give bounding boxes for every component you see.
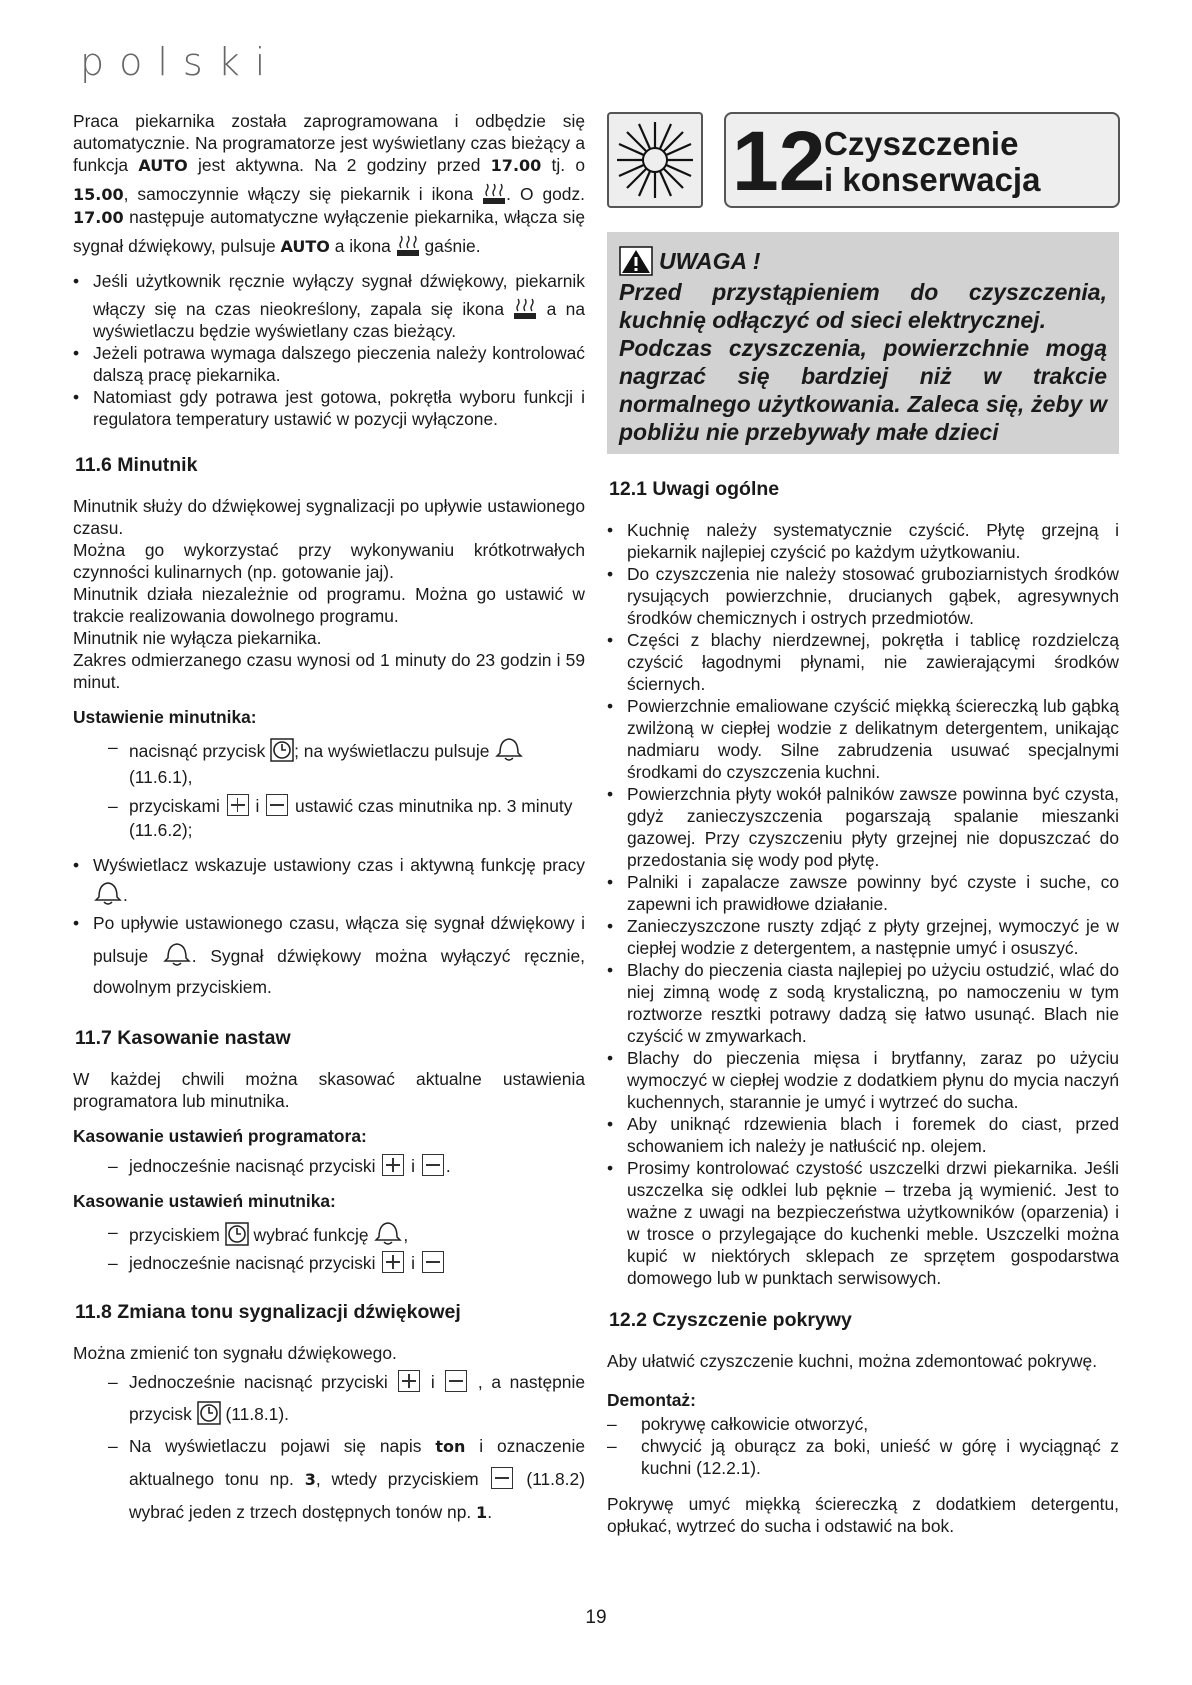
paragraph: Aby ułatwić czyszczenie kuchni, można zdemontować pokrywę. — [607, 1351, 1098, 1371]
list-item: • Palniki i zapalacze zawsze powinny być czyste i suche, co zapewni ich prawidłowe działanie. — [607, 871, 1119, 915]
minus-button-icon — [266, 794, 288, 816]
intro-text: tj. o — [541, 155, 586, 175]
paragraph: Pokrywę umyć miękką ściereczką z dodatkiem detergentu, opłukać, wytrzeć do sucha i odstawić na bok. — [607, 1494, 1119, 1536]
clock-icon — [270, 738, 294, 762]
item-text: Po upływie ustawionego czasu, włącza się sygnał dźwiękowy i pulsuje — [93, 913, 585, 966]
item-text: , — [403, 1225, 409, 1245]
item-text: jednocześnie nacisnąć przyciski — [129, 1253, 381, 1273]
intro-text: gaśnie. — [419, 236, 481, 256]
bullet-list — [73, 852, 585, 1003]
paragraph: Można zmienić ton sygnału dźwiękowego. — [73, 1343, 397, 1363]
tone-number: 1 — [476, 1503, 488, 1522]
paragraph: W każdej chwili można skasować aktualne ustawienia programatora lub minutnika. — [73, 1069, 585, 1111]
list-item: • Prosimy kontrolować czystość uszczelki drzwi piekarnika. Jeśli uszczelka się odklei lub pęknie – trzeba ją wymienić. Jest to ważne z uwagi na bezpieczeństwa użytkowników (oparzenia) i w trosce o przylegające do kuchenki meble. Uszczelki można kupić w niektórych sklepach ze sprzętem gospodarstwa domowego lub w punktach serwisowych. — [607, 1157, 1119, 1289]
bell-icon — [93, 878, 123, 906]
oven-icon — [513, 292, 537, 320]
paragraph: Minutnik służy do dźwiękowej sygnalizacji po upływie ustawionego czasu. — [73, 496, 585, 538]
paragraph: Można go wykorzystać przy wykonywaniu krótkotrwałych czynności kulinarnych (np. gotowanie jaj). — [73, 540, 585, 582]
bell-icon — [162, 939, 192, 967]
chapter-number: 12 — [732, 114, 826, 208]
list-item: • Do czyszczenia nie należy stosować gruboziarnistych środków rysujących powierzchnie, drucianych gąbek, agresywnych środków chemicznych i ostrych przedmiotów. — [607, 563, 1119, 629]
page-number: 19 — [585, 1607, 607, 1628]
warning-heading — [619, 246, 1107, 276]
item-text: i — [250, 796, 265, 816]
list-item — [73, 1249, 585, 1277]
item-text: . Sygnał dźwiękowy można wyłączyć ręcznie, dowolnym przyciskiem. — [93, 946, 585, 997]
list-item: • Jeżeli potrawa wymaga dalszego pieczenia należy kontrolować dalszą pracę piekarnika. — [73, 342, 585, 386]
item-text: . — [487, 1502, 493, 1522]
item-text: ; na wyświetlaczu pulsuje — [294, 741, 495, 761]
bell-icon — [494, 734, 524, 762]
list-item — [73, 270, 585, 342]
item-text: przyciskiem — [129, 1225, 225, 1245]
list-item: • Blachy do pieczenia mięsa i brytfanny, zaraz po użyciu wymoczyć w ciepłej wodzie z dodatkiem płynu do mycia naczyń kuchennych, starannie je umyć i wytrzeć do sucha. — [607, 1047, 1119, 1113]
chapter-title-box — [724, 112, 1120, 208]
item-text: i — [406, 1253, 420, 1273]
item-text: . — [445, 1156, 451, 1176]
item-text: , wtedy przyciskiem — [315, 1469, 490, 1489]
list-item: • Powierzchnia płyty wokół palników zawsze powinna być czysta, gdyż zanieczyszczenia pogarszają spalanie mieszanki gazowej. Przy czyszczeniu płyty grzejnej nie dopuszczać do przedostania się wody pod płytę. — [607, 783, 1119, 871]
left-column — [73, 110, 585, 1529]
clock-icon — [197, 1401, 221, 1425]
item-text: i — [406, 1156, 420, 1176]
warning-box — [607, 232, 1119, 454]
list-item — [73, 734, 585, 790]
item-text: Wyświetlacz wskazuje ustawiony czas i aktywną funkcję pracy — [93, 855, 585, 875]
ton-label: ton — [435, 1437, 466, 1456]
dash-list — [73, 1218, 585, 1277]
item-text: wybrać funkcję — [248, 1225, 374, 1245]
minus-button-icon — [445, 1370, 467, 1392]
subheading: Kasowanie ustawień minutnika: — [73, 1191, 336, 1211]
minus-button-icon — [422, 1251, 444, 1273]
item-text: przyciskami — [129, 796, 225, 816]
dash-list — [607, 1413, 1119, 1479]
item-text: , a następnie przycisk — [129, 1372, 585, 1424]
paragraph: Minutnik działa niezależnie od programu. Można go ustawić w trakcie realizowania dowolnego programu. — [73, 584, 585, 626]
plus-button-icon — [227, 794, 249, 816]
time-label: 15.00 — [73, 185, 124, 204]
chapter-title-line: i konserwacja — [824, 161, 1041, 198]
clock-icon — [225, 1222, 249, 1246]
intro-text: . O godz. — [506, 184, 585, 204]
list-item: • Zanieczyszczone ruszty zdjąć z płyty grzejnej, wymoczyć je w ciepłej wodzie z detergentem, a następnie umyć i osuszyć. — [607, 915, 1119, 959]
time-label: 17.00 — [490, 156, 542, 175]
item-text: (11.8.2) wybrać jeden z trzech dostępnych tonów np. — [129, 1469, 585, 1522]
chapter-icon-box — [607, 112, 703, 208]
item-text: Jeśli użytkownik ręcznie wyłączy sygnał dźwiękowy, piekarnik włączy się na czas nieokreślony, zapala się ikona — [93, 271, 585, 319]
list-item — [73, 794, 585, 842]
list-item — [73, 1218, 585, 1249]
list-item — [73, 852, 585, 908]
intro-text: jest aktywna. Na 2 godziny przed — [187, 155, 491, 175]
chapter-title-line: Czyszczenie — [824, 125, 1019, 162]
bullet-list — [607, 519, 1119, 1289]
list-item — [73, 1153, 585, 1179]
intro-paragraph — [73, 110, 585, 258]
intro-text: Praca piekarnika została zaprogramowana i odbędzie się automatycznie. Na programatorze jest wyświetlany czas bieżący a funkcja — [73, 111, 585, 175]
list-item: • Kuchnię należy systematycznie czyścić. Płytę grzejną i piekarnik najlepiej czyścić po każdym użytkowaniu. — [607, 519, 1119, 563]
item-text: i oznaczenie aktualnego tonu np. — [129, 1436, 585, 1489]
list-item: • Natomiast gdy potrawa jest gotowa, pokrętła wyboru funkcji i regulatora temperatury ustawić w pozycji wyłączone. — [73, 386, 585, 430]
item-text: (11.8.1). — [220, 1404, 289, 1424]
subheading: Kasowanie ustawień programatora: — [73, 1126, 367, 1146]
item-text: Jednocześnie nacisnąć przyciski — [129, 1372, 397, 1392]
list-item: – pokrywę całkowicie otworzyć, — [607, 1413, 1119, 1435]
dash-list — [73, 734, 585, 842]
plus-button-icon — [382, 1154, 404, 1176]
list-item: • Aby uniknąć rdzewienia blach i foremek do ciast, przed schowaniem ich należy je natłuścić np. olejem. — [607, 1113, 1119, 1157]
intro-text: następuje automatyczne wyłączenie piekarnika, włącza się sygnał dźwiękowy, pulsuje — [73, 207, 585, 256]
list-item — [73, 1430, 585, 1529]
section-title: 12.1 Uwagi ogólne — [609, 478, 780, 500]
intro-text: , samoczynnie włączy się piekarnik i ikona — [123, 184, 483, 204]
item-text: . — [123, 885, 128, 905]
auto-label: AUTO — [138, 156, 188, 175]
language-label: polski — [80, 40, 281, 84]
chapter-title — [824, 126, 1040, 198]
paragraph: Minutnik nie wyłącza piekarnika. — [73, 628, 322, 648]
section-title: 12.2 Czyszczenie pokrywy — [609, 1309, 852, 1331]
subheading: Ustawienie minutnika: — [73, 707, 257, 727]
item-text: i — [422, 1372, 444, 1392]
item-text: nacisnąć przycisk — [129, 741, 271, 761]
section-title: 11.7 Kasowanie nastaw — [75, 1027, 291, 1049]
bell-icon — [373, 1218, 403, 1246]
minus-button-icon — [491, 1467, 513, 1489]
warning-text: Przed przystąpieniem do czyszczenia, kuchnię odłączyć od sieci elektrycznej. — [619, 279, 1107, 333]
auto-label: AUTO — [280, 237, 330, 256]
list-item: • Powierzchnie emaliowane czyścić miękką ściereczką lub gąbką zwilżoną w ciepłej wodzie z delikatnym detergentem, unikając nadmiaru wody. Silne zabrudzenia usuwać specjalnymi środkami do czyszczenia kuchni. — [607, 695, 1119, 783]
right-column — [607, 110, 1119, 1537]
warning-title: UWAGA ! — [659, 247, 761, 274]
oven-icon — [482, 177, 506, 205]
paragraph: Zakres odmierzanego czasu wynosi od 1 minuty do 23 godzin i 59 minut. — [73, 650, 585, 692]
dash-list — [73, 1366, 585, 1529]
list-item — [73, 1366, 585, 1430]
list-item: • Części z blachy nierdzewnej, pokrętła i tablicę rozdzielczą czyścić łagodnymi płynami, nie zawierającymi środków ściernych. — [607, 629, 1119, 695]
list-item: • Blachy do pieczenia ciasta najlepiej po użyciu ostudzić, wlać do niej zimną wodę z sodą krystaliczną, po namoczeniu w tym roztworze resztki potrawy dadzą się łatwo usunąć. Blach nie czyścić w zmywarkach. — [607, 959, 1119, 1047]
warning-triangle-icon — [619, 246, 653, 276]
item-text: jednocześnie nacisnąć przyciski — [129, 1156, 381, 1176]
oven-icon — [396, 229, 420, 257]
plus-button-icon — [382, 1251, 404, 1273]
item-text: ustawić czas minutnika np. 3 minuty (11.6.2); — [129, 796, 573, 840]
list-item: – chwycić ją oburącz za boki, unieść w górę i wyciągnąć z kuchni (12.2.1). — [607, 1435, 1119, 1479]
chapter-header — [607, 112, 1119, 210]
bullet-list — [73, 270, 585, 430]
intro-text: a ikona — [329, 236, 396, 256]
subheading: Demontaż: — [607, 1390, 696, 1410]
section-title: 11.6 Minutnik — [75, 454, 198, 476]
item-text: Na wyświetlaczu pojawi się napis — [129, 1436, 436, 1456]
sparkle-icon — [609, 114, 701, 206]
minus-button-icon — [422, 1154, 444, 1176]
list-item — [73, 908, 585, 1003]
dash-list — [73, 1153, 585, 1179]
item-text: (11.6.1), — [129, 767, 193, 787]
section-title: 11.8 Zmiana tonu sygnalizacji dźwiękowej — [75, 1301, 461, 1323]
time-label: 17.00 — [73, 208, 124, 227]
plus-button-icon — [398, 1370, 420, 1392]
item-text: a na wyświetlaczu będzie wyświetlany czas bieżący. — [93, 299, 585, 341]
tone-number: 3 — [304, 1470, 316, 1489]
warning-text: Podczas czyszczenia, powierzchnie mogą nagrzać się bardziej niż w trakcie normalnego użytkowania. Zaleca się, żeby w pobliżu nie przebywały małe dzieci — [619, 335, 1107, 445]
